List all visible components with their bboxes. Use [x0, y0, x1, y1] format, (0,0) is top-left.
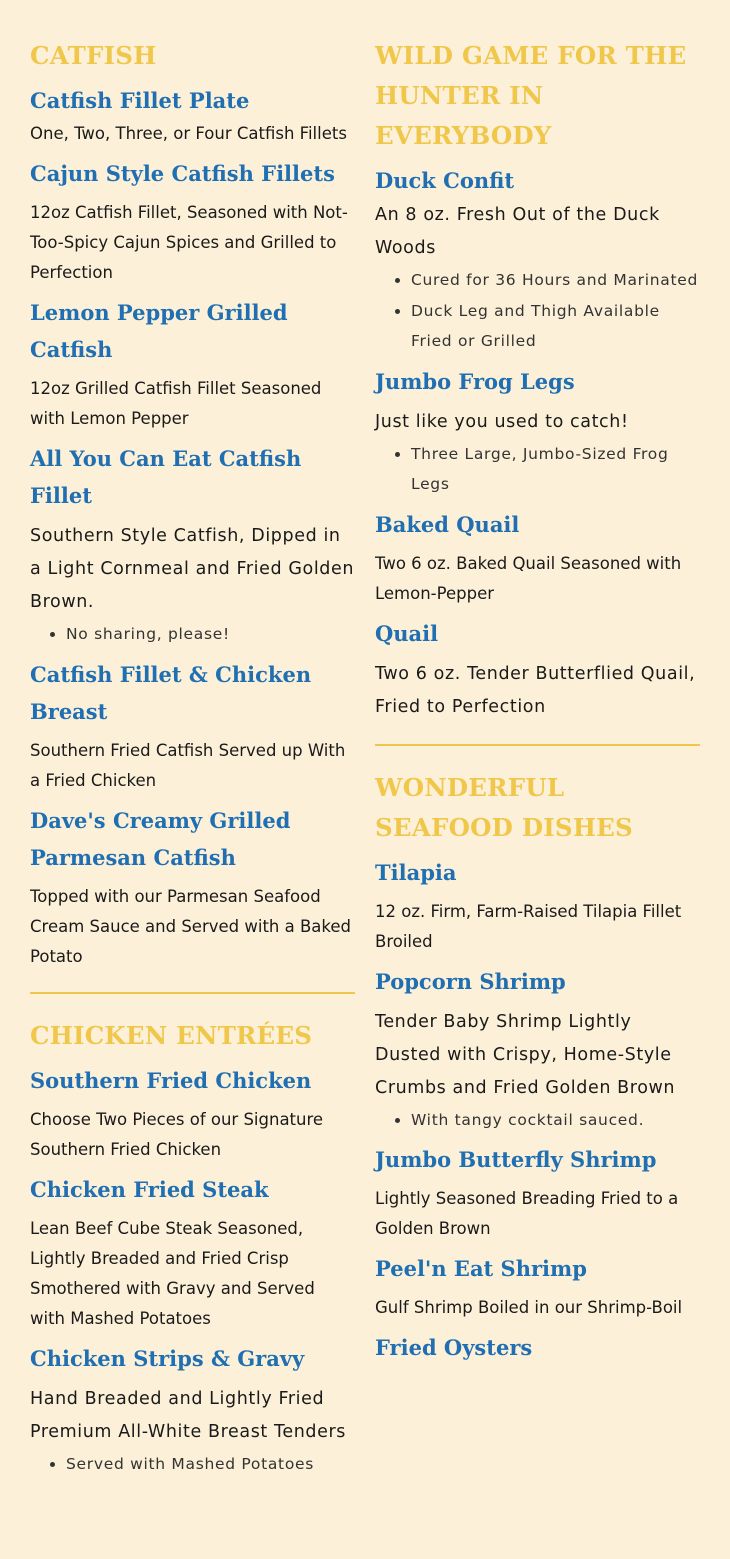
section-title-chicken: CHICKEN ENTRÉES — [30, 1020, 313, 1050]
item-title: Jumbo Butterfly Shrimp — [375, 1147, 657, 1172]
item-description: Topped with our Parmesan Seafood Cream Sauce and Served with a Baked Potato — [30, 886, 351, 966]
item-description: Choose Two Pieces of our Signature Southern Fried Chicken — [30, 1109, 324, 1159]
item-notes — [30, 619, 355, 650]
item-description: Tender Baby Shrimp Lightly Dusted with Crispy, Home-Style Crumbs and Fried Golden Brown — [375, 1011, 676, 1098]
item-title: Jumbo Frog Legs — [375, 368, 575, 394]
item-title: Duck Confit — [375, 168, 515, 193]
menu-item — [375, 615, 700, 724]
section-title-catfish: CATFISH — [30, 41, 157, 70]
menu-item — [30, 1340, 355, 1480]
item-description: Two 6 oz. Tender Butterflied Quail, Fried to Perfection — [375, 663, 696, 717]
section-title-wild-game: WILD GAME FOR THE HUNTER IN EVERYBODY — [375, 41, 687, 150]
chicken-section — [30, 1016, 355, 1480]
item-description: 12oz Catfish Fillet, Seasoned with Not-Too-Spicy Cajun Spices and Grilled to Perfection — [30, 203, 348, 282]
note-item: • No sharing, please! — [66, 619, 355, 650]
left-column — [30, 0, 355, 1479]
item-notes — [375, 439, 700, 500]
menu-item — [30, 1171, 355, 1334]
item-title: Peel'n Eat Shrimp — [375, 1256, 587, 1281]
menu-item — [30, 440, 355, 650]
item-description: Two 6 oz. Baked Quail Seasoned with Lemon-Pepper — [375, 553, 682, 603]
note-item: • Duck Leg and Thigh Available Fried or Grilled — [411, 296, 700, 357]
menu-item — [375, 1141, 700, 1244]
item-title: Quail — [375, 620, 439, 646]
item-description: Lean Beef Cube Steak Seasoned, Lightly Breaded and Fried Crisp Smothered with Gravy and Served with Mashed Potatoes — [30, 1218, 315, 1328]
menu-item — [375, 363, 700, 500]
menu-item — [375, 963, 700, 1136]
item-notes — [30, 1449, 355, 1480]
item-title: Chicken Fried Steak — [30, 1176, 269, 1202]
wild-game-section — [375, 36, 700, 724]
item-notes — [375, 265, 700, 357]
item-title: Popcorn Shrimp — [375, 968, 566, 994]
item-title: All You Can Eat Catfish Fillet — [30, 446, 302, 508]
item-title: Baked Quail — [375, 511, 520, 537]
item-description: 12oz Grilled Catfish Fillet Seasoned with Lemon Pepper — [30, 379, 322, 428]
menu-item — [375, 1250, 700, 1323]
menu-item — [30, 82, 355, 149]
note-item: • With tangy cocktail sauced. — [411, 1105, 700, 1136]
item-notes — [375, 1105, 700, 1136]
item-description: Gulf Shrimp Boiled in our Shrimp-Boil — [375, 1298, 683, 1317]
item-description: Southern Fried Catfish Served up With a Fried Chicken — [30, 740, 346, 790]
item-title: Chicken Strips & Gravy — [30, 1345, 305, 1371]
item-title: Dave's Creamy Grilled Parmesan Catfish — [30, 807, 291, 870]
menu-item — [375, 1329, 700, 1366]
note-item: • Served with Mashed Potatoes — [66, 1449, 355, 1480]
menu-item — [30, 802, 355, 972]
item-description: Just like you used to catch! — [375, 411, 629, 432]
menu-item — [30, 656, 355, 796]
item-title: Cajun Style Catfish Fillets — [30, 161, 335, 186]
menu-item — [375, 162, 700, 357]
item-description: Lightly Seasoned Breading Fried to a Golden Brown — [375, 1189, 679, 1238]
note-item: • Three Large, Jumbo-Sized Frog Legs — [411, 439, 700, 500]
item-title: Fried Oysters — [375, 1335, 533, 1360]
seafood-section — [375, 768, 700, 1367]
menu-item — [375, 854, 700, 957]
item-title: Lemon Pepper Grilled Catfish — [30, 300, 288, 362]
item-description: Hand Breaded and Lightly Fried Premium All-White Breast Tenders — [30, 1388, 346, 1442]
item-description: 12 oz. Firm, Farm-Raised Tilapia Fillet Broiled — [375, 901, 682, 951]
item-description: An 8 oz. Fresh Out of the Duck Woods — [375, 205, 660, 258]
section-title-seafood: WONDERFUL SEAFOOD DISHES — [375, 772, 633, 842]
item-title: Southern Fried Chicken — [30, 1067, 312, 1093]
menu-item — [30, 1062, 355, 1165]
menu-item — [30, 155, 355, 288]
item-title: Catfish Fillet & Chicken Breast — [30, 661, 312, 724]
catfish-section — [30, 36, 355, 972]
item-title: Catfish Fillet Plate — [30, 88, 250, 113]
right-column — [375, 0, 700, 1366]
item-description: One, Two, Three, or Four Catfish Fillets — [30, 124, 347, 143]
menu-item — [30, 294, 355, 434]
item-title: Tilapia — [375, 859, 457, 885]
note-item: • Cured for 36 Hours and Marinated — [411, 265, 700, 296]
menu-item — [375, 506, 700, 609]
item-description: Southern Style Catfish, Dipped in a Light Cornmeal and Fried Golden Brown. — [30, 526, 355, 612]
